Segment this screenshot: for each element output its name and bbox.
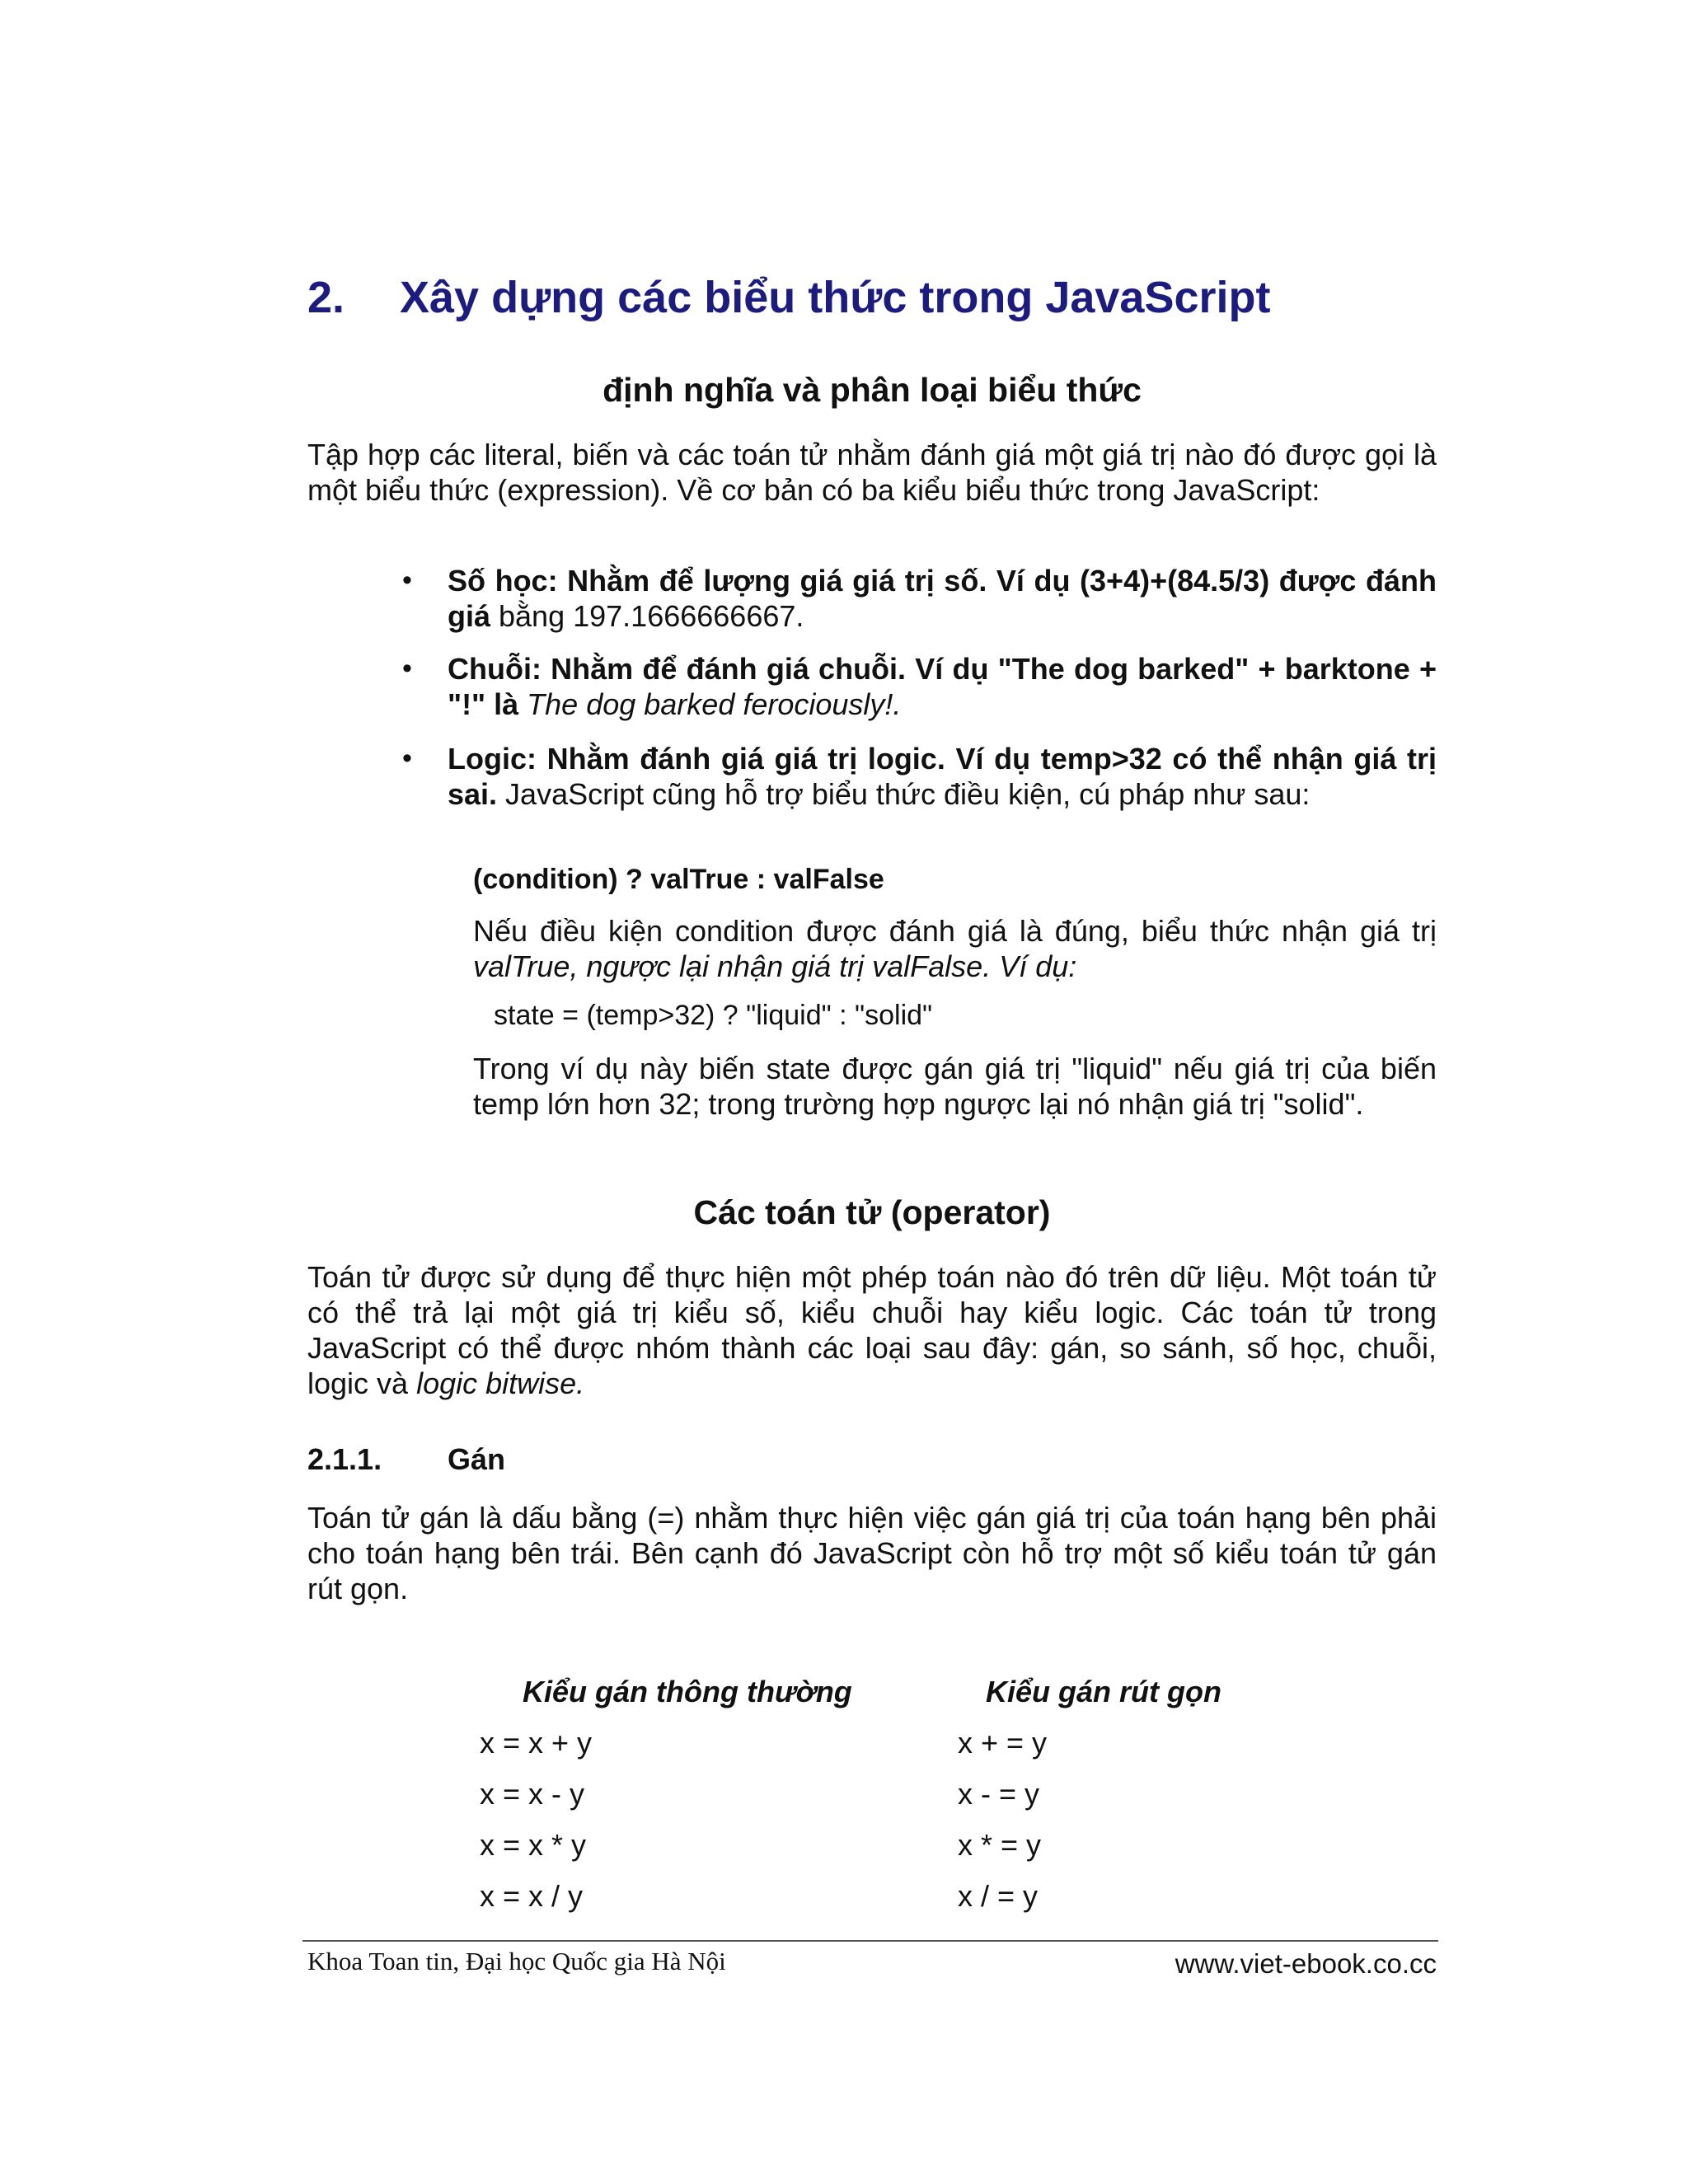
syntax-explanation-italic: valTrue, ngược lại nhận giá trị valFalse. Ví dụ: [473, 949, 1077, 983]
table-header-standard: Kiểu gán thông thường [523, 1675, 852, 1708]
section1-intro: Tập hợp các literal, biến và các toán tử nhằm đánh giá một giá trị nào đó được gọi là một biểu thức (expression). Về cơ bản có ba kiểu biểu thức trong JavaScript: [307, 438, 1437, 507]
bullet-string-bold: Chuỗi: Nhằm để đánh giá chuỗi. Ví dụ "The dog barked" + barktone + "!" là [448, 652, 1437, 721]
subsection-number: 2.1.1. [307, 1442, 382, 1476]
syntax-explanation [473, 913, 1437, 984]
chapter-title: Xây dựng các biểu thức trong JavaScript [400, 273, 1271, 322]
table-header-shorthand: Kiểu gán rút gọn [986, 1675, 1221, 1708]
chapter-heading [307, 272, 1270, 323]
code-example: state = (temp>32) ? "liquid" : "solid" [494, 1000, 933, 1031]
syntax-explanation-plain: Nếu điều kiện condition được đánh giá là đúng, biểu thức nhận giá trị [473, 914, 1437, 948]
section2-intro-italic: logic bitwise. [416, 1366, 585, 1400]
bullet-arithmetic-bold: Số học: Nhằm để lượng giá giá trị số. Ví dụ (3+4)+(84.5/3) được đánh giá [448, 564, 1437, 633]
bullet-string-italic: The dog barked ferociously!. [518, 687, 902, 721]
section-title-operators: Các toán tử (operator) [693, 1193, 1051, 1231]
table-cell: x = x - y [480, 1777, 585, 1811]
chapter-number: 2. [307, 273, 345, 322]
table-cell: x * = y [958, 1828, 1042, 1862]
bullet-arithmetic-rest: bằng 197.1666666667. [490, 599, 804, 633]
bullet-marker: • [402, 565, 412, 596]
table-cell: x / = y [958, 1879, 1039, 1913]
footer-divider [302, 1940, 1438, 1942]
bullet-marker: • [402, 653, 412, 684]
subsection-text: Toán tử gán là dấu bằng (=) nhằm thực hiện việc gán giá trị của toán hạng bên phải cho toán hạng bên trái. Bên cạnh đó JavaScript còn hỗ trợ một số kiểu toán tử gán rút gọn. [307, 1501, 1437, 1605]
section2-intro-plain: Toán tử được sử dụng để thực hiện một phép toán nào đó trên dữ liệu. Một toán tử có thể trả lại một giá trị kiểu số, kiểu chuỗi hay kiểu logic. Các toán tử trong JavaScript có thể được nhóm thành các loại sau đây: gán, so sánh, số học, chuỗi, logic và [307, 1260, 1437, 1400]
table-cell: x = x * y [480, 1828, 587, 1862]
footer-website: www.viet-ebook.co.cc [1175, 1948, 1437, 1979]
footer-institution: Khoa Toan tin, Đại học Quốc gia Hà Nội [307, 1947, 726, 1975]
table-cell: x + = y [958, 1726, 1048, 1760]
table-cell: x = x / y [480, 1879, 584, 1913]
bullet-logic [448, 741, 1437, 812]
conditional-syntax: (condition) ? valTrue : valFalse [473, 864, 884, 895]
bullet-string [448, 651, 1437, 722]
bullet-arithmetic [448, 563, 1437, 634]
subsection-title: Gán [448, 1442, 506, 1476]
table-cell: x - = y [958, 1777, 1040, 1811]
bullet-logic-rest: JavaScript cũng hỗ trợ biểu thức điều kiện, cú pháp như sau: [497, 777, 1311, 811]
bullet-logic-bold: Logic: Nhằm đánh giá giá trị logic. Ví dụ temp>32 có thể nhận giá trị sai. [448, 742, 1437, 811]
section-title-definition: định nghĩa và phân loại biểu thức [603, 371, 1142, 409]
example-explanation: Trong ví dụ này biến state được gán giá trị "liquid" nếu giá trị của biến temp lớn hơn 32; trong trường hợp ngược lại nó nhận giá trị "solid". [473, 1052, 1437, 1121]
bullet-marker: • [402, 743, 412, 774]
section2-intro [307, 1259, 1437, 1401]
table-cell: x = x + y [480, 1726, 593, 1760]
